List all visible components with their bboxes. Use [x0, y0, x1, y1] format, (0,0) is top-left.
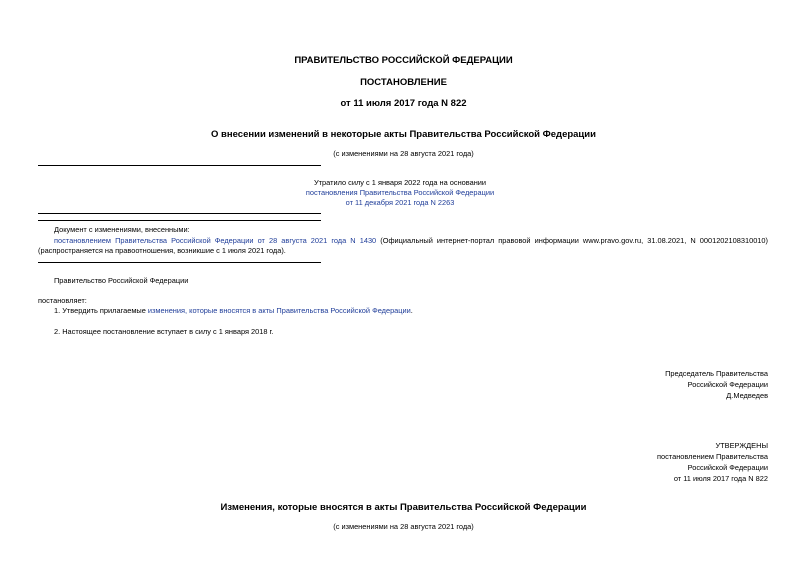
expired-notice: [250, 178, 550, 208]
approval-date: от 11 июля 2017 года N 822: [673, 474, 768, 483]
approval-org: Российской Федерации: [687, 463, 768, 472]
changes-intro: Документ с изменениями, внесенными:: [54, 225, 190, 234]
decides-word: постановляет:: [38, 296, 87, 305]
expired-notice-link-date[interactable]: от 11 декабря 2021 года N 2263: [345, 198, 455, 207]
appendix-title: Изменения, которые вносятся в акты Правительства Российской Федерации: [220, 502, 587, 513]
divider: [38, 165, 321, 166]
changes-text: [38, 236, 768, 256]
changes-details: (Официальный интернет-портал правовой информации www.pravo.gov.ru, 31.08.2021, N 0001202108310010) (распространяется на правоотношения, возникшие с 1 июля 2021 года).: [38, 236, 768, 255]
issuing-body: Правительство Российской Федерации: [54, 276, 189, 285]
signature-name: Д.Медведев: [726, 391, 768, 400]
government-heading: ПРАВИТЕЛЬСТВО РОССИЙСКОЙ ФЕДЕРАЦИИ: [294, 55, 513, 66]
approval-heading: УТВЕРЖДЕНЫ: [715, 441, 768, 450]
document-date-number: от 11 июля 2017 года N 822: [340, 98, 467, 109]
divider: [38, 262, 321, 263]
item-1: [54, 306, 413, 316]
divider: [38, 213, 321, 214]
document-type: ПОСТАНОВЛЕНИЕ: [360, 77, 447, 88]
item-2: 2. Настоящее постановление вступает в силу с 1 января 2018 г.: [54, 327, 274, 336]
document-title: О внесении изменений в некоторые акты Правительства Российской Федерации: [211, 129, 596, 140]
signature-title: Председатель Правительства: [665, 369, 768, 378]
divider: [38, 220, 321, 221]
expired-notice-link[interactable]: постановления Правительства Российской Федерации: [305, 188, 495, 197]
amending-act-link[interactable]: постановлением Правительства Российской Федерации от 28 августа 2021 года N 1430: [54, 236, 377, 245]
appendix-amendment-note: (с изменениями на 28 августа 2021 года): [333, 522, 474, 531]
signature-org: Российской Федерации: [687, 380, 768, 389]
approval-basis: постановлением Правительства: [657, 452, 768, 461]
signature-block: [665, 368, 768, 401]
item-1-prefix: 1. Утвердить прилагаемые: [54, 306, 148, 315]
expired-notice-text: Утратило силу с 1 января 2022 года на основании: [313, 178, 487, 187]
item-1-link[interactable]: изменения, которые вносятся в акты Правительства Российской Федерации: [147, 306, 411, 315]
amendment-note: (с изменениями на 28 августа 2021 года): [333, 149, 474, 158]
item-1-suffix: .: [410, 306, 413, 315]
approval-block: [657, 440, 768, 484]
